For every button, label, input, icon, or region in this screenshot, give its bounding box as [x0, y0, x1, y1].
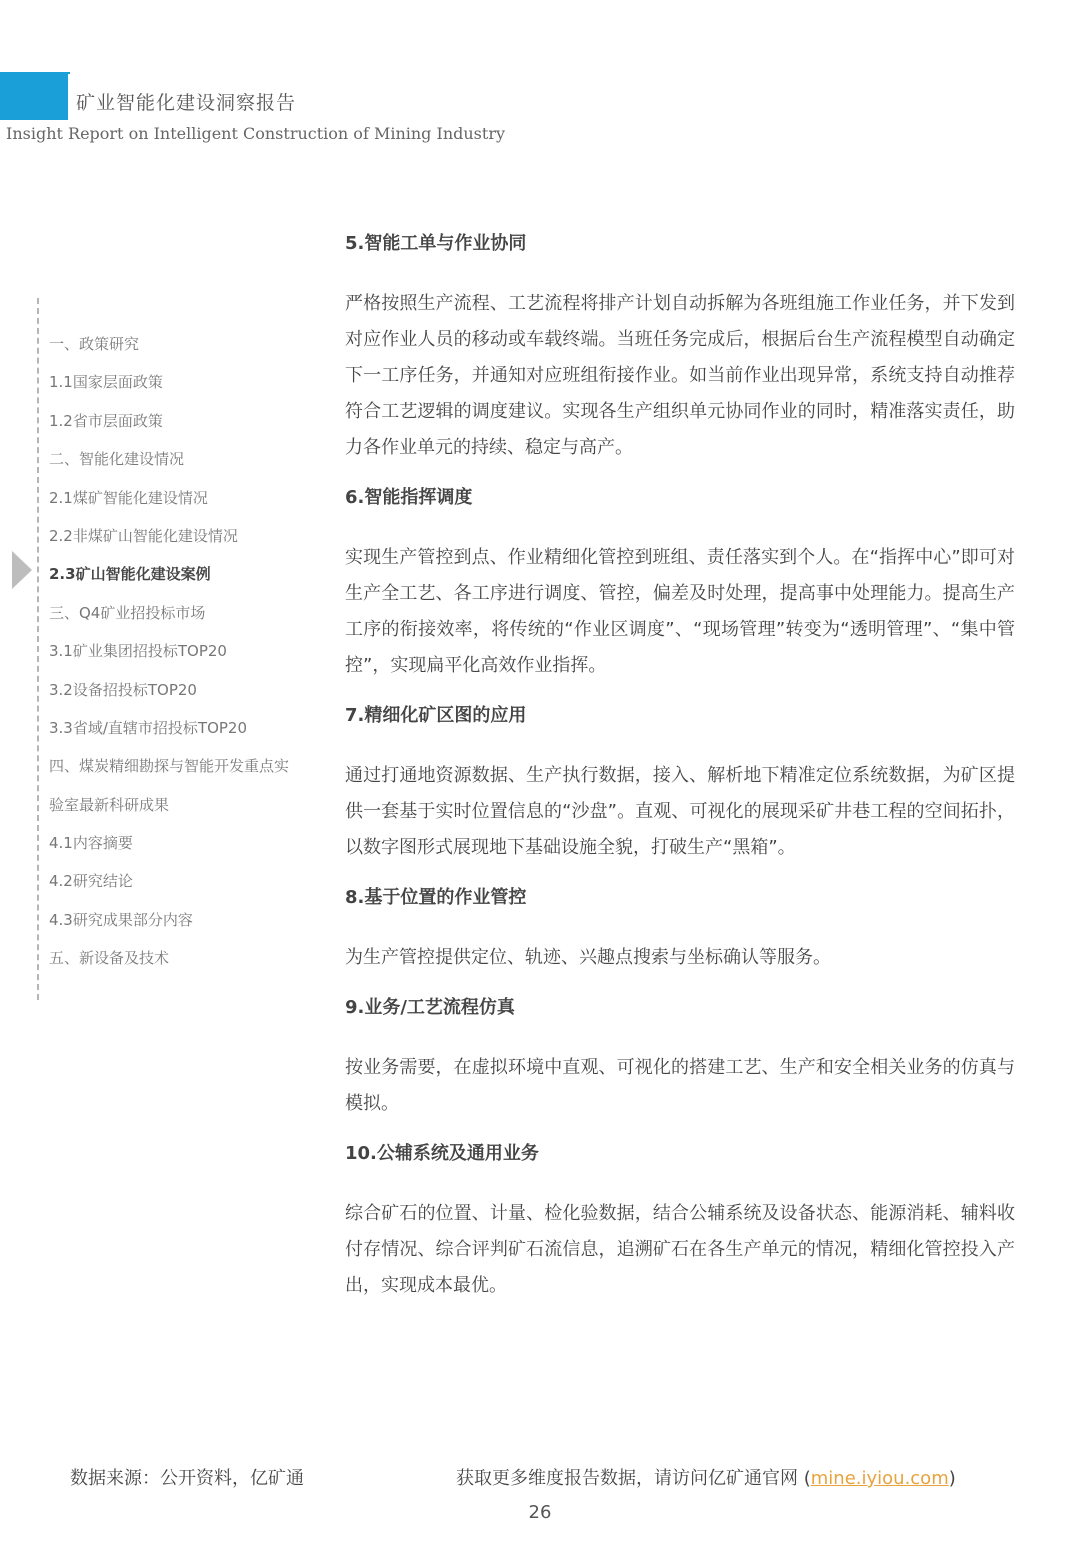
toc-item[interactable]: 五、新设备及技术	[49, 949, 170, 968]
section-body: 为生产管控提供定位、轨迹、兴趣点搜索与坐标确认等服务。	[345, 947, 831, 968]
section-heading: 7.精细化矿区图的应用	[345, 705, 527, 726]
website-note-prefix: 获取更多维度报告数据，请访问亿矿通官网 (	[456, 1468, 811, 1489]
page-number: 26	[528, 1502, 552, 1523]
section-7	[345, 700, 1015, 866]
section-10	[345, 1138, 1015, 1304]
main-content	[345, 228, 1015, 1320]
toc-item[interactable]: 四、煤炭精细勘探与智能开发重点实	[49, 757, 290, 776]
website-note	[456, 1464, 956, 1490]
toc-item[interactable]: 2.2非煤矿山智能化建设情况	[49, 526, 238, 545]
toc-item[interactable]: 3.2设备招投标TOP20	[49, 680, 197, 699]
section-body: 综合矿石的位置、计量、检化验数据，结合公辅系统及设备状态、能源消耗、辅料收付存情况、综合评判矿石流信息，追溯矿石在各生产单元的情况，精细化管控投入产出，实现成本最优。	[345, 1203, 1015, 1296]
section-heading: 8.基于位置的作业管控	[345, 887, 527, 908]
toc-item[interactable]: 4.2研究结论	[49, 872, 133, 891]
toc-item[interactable]: 1.2省市层面政策	[49, 411, 163, 430]
report-subtitle: Insight Report on Intelligent Construction of Mining Industry	[6, 124, 505, 143]
section-body: 实现生产管控到点、作业精细化管控到班组、责任落实到个人。在“指挥中心”即可对生产全工艺、各工序进行调度、管控，偏差及时处理，提高事中处理能力。提高生产工序的衔接效率，将传统的“作业区调度”、“现场管理”转变为“透明管理”、“集中管控”，实现扁平化高效作业指挥。	[345, 547, 1015, 676]
toc-item[interactable]: 2.1煤矿智能化建设情况	[49, 488, 208, 507]
data-source-note: 数据来源：公开资料，亿矿通	[70, 1468, 304, 1489]
table-of-contents	[49, 331, 319, 984]
website-link[interactable]: mine.iyiou.com	[810, 1468, 949, 1489]
section-6	[345, 482, 1015, 684]
toc-item[interactable]: 3.1矿业集团招投标TOP20	[49, 642, 227, 661]
header-accent-block	[0, 74, 68, 120]
section-body: 严格按照生产流程、工艺流程将排产计划自动拆解为各班组施工作业任务，并下发到对应作业人员的移动或车载终端。当班任务完成后，根据后台生产流程模型自动确定下一工序任务，并通知对应班组衔接作业。如当前作业出现异常，系统支持自动推荐符合工艺逻辑的调度建议。实现各生产组织单元协同作业的同时，精准落实责任，助力各作业单元的持续、稳定与高产。	[345, 293, 1015, 458]
section-body: 通过打通地资源数据、生产执行数据，接入、解析地下精准定位系统数据，为矿区提供一套基于实时位置信息的“沙盘”。直观、可视化的展现采矿井巷工程的空间拓扑，以数字图形式展现地下基础设施全貌，打破生产“黑箱”。	[345, 765, 1015, 858]
report-title: 矿业智能化建设洞察报告	[76, 92, 297, 114]
toc-item[interactable]: 二、智能化建设情况	[49, 450, 185, 469]
toc-item[interactable]: 4.1内容摘要	[49, 834, 133, 853]
toc-item[interactable]: 1.1国家层面政策	[49, 373, 163, 392]
toc-active-arrow-icon	[12, 551, 32, 589]
section-heading: 6.智能指挥调度	[345, 487, 473, 508]
section-body: 按业务需要，在虚拟环境中直观、可视化的搭建工艺、生产和安全相关业务的仿真与模拟。	[345, 1057, 1015, 1114]
toc-item[interactable]: 三、Q4矿业招投标市场	[49, 603, 206, 622]
section-heading: 5.智能工单与作业协同	[345, 233, 527, 254]
toc-divider	[37, 298, 39, 1000]
section-heading: 10.公辅系统及通用业务	[345, 1143, 539, 1164]
toc-item[interactable]: 验室最新科研成果	[49, 795, 170, 814]
toc-item[interactable]: 4.3研究成果部分内容	[49, 910, 193, 929]
section-heading: 9.业务/工艺流程仿真	[345, 997, 515, 1018]
section-9	[345, 992, 1015, 1122]
toc-item[interactable]: 一、政策研究	[49, 335, 140, 353]
website-note-suffix: )	[948, 1468, 956, 1489]
toc-item-active[interactable]: 2.3矿山智能化建设案例	[49, 565, 211, 584]
toc-item[interactable]: 3.3省域/直辖市招投标TOP20	[49, 718, 248, 737]
section-8	[345, 882, 1015, 976]
section-5	[345, 228, 1015, 466]
